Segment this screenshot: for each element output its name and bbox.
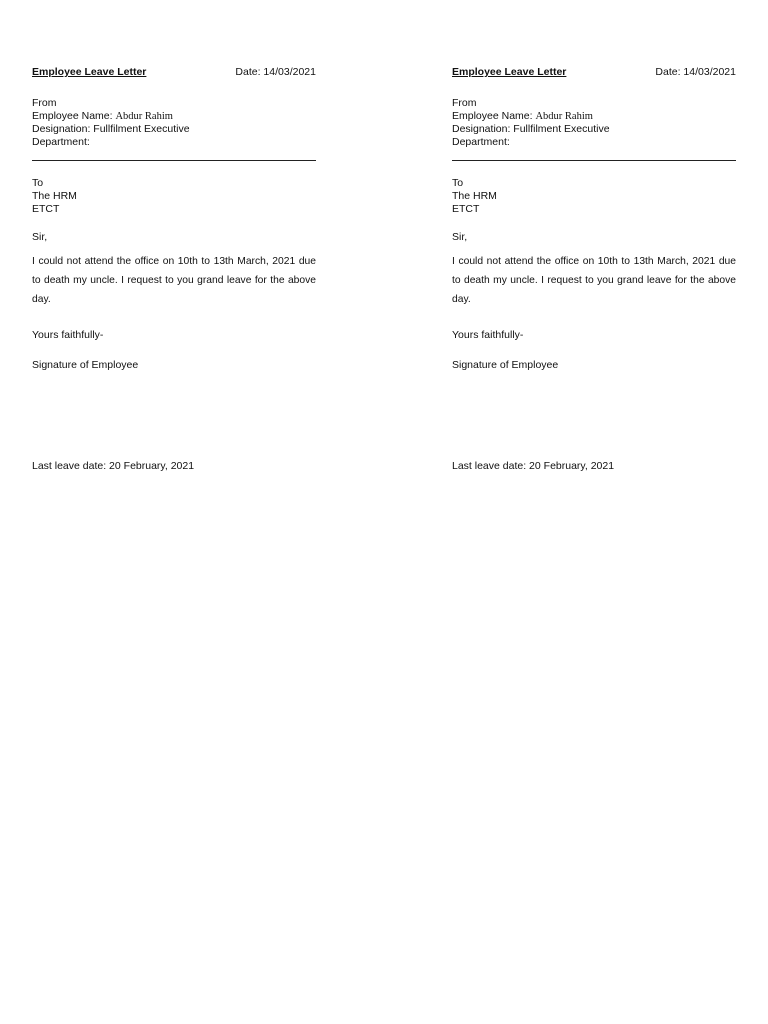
letter-date: Date: 14/03/2021 bbox=[235, 66, 316, 78]
designation-line: Designation: Fullfilment Executive bbox=[452, 123, 610, 135]
recipient-line-1: The HRM bbox=[32, 190, 77, 202]
divider-line bbox=[452, 160, 736, 161]
to-label: To bbox=[32, 177, 44, 189]
signature-line: Signature of Employee bbox=[32, 359, 139, 371]
department-line: Department: bbox=[452, 135, 510, 148]
letter-title: Employee Leave Letter bbox=[32, 66, 147, 78]
to-block bbox=[32, 177, 77, 216]
to-label: To bbox=[452, 177, 464, 189]
department-line: Department: bbox=[32, 135, 90, 148]
from-label: From bbox=[452, 97, 477, 109]
designation-line: Designation: Fullfilment Executive bbox=[32, 123, 190, 135]
salutation: Sir, bbox=[32, 231, 48, 243]
last-leave-date: Last leave date: 20 February, 2021 bbox=[452, 460, 615, 472]
leave-letter-left bbox=[32, 0, 316, 1024]
from-block bbox=[452, 97, 610, 148]
recipient-line-2: ETCT bbox=[452, 203, 480, 215]
letter-title: Employee Leave Letter bbox=[452, 66, 567, 78]
recipient-line-1: The HRM bbox=[452, 190, 497, 202]
employee-name: Abdur Rahim bbox=[115, 110, 173, 122]
letter-date: Date: 14/03/2021 bbox=[655, 66, 736, 78]
employee-name: Abdur Rahim bbox=[535, 110, 593, 122]
divider-line bbox=[32, 160, 316, 161]
salutation: Sir, bbox=[452, 231, 468, 243]
employee-name-line bbox=[452, 110, 610, 124]
signature-line: Signature of Employee bbox=[452, 359, 559, 371]
last-leave-date: Last leave date: 20 February, 2021 bbox=[32, 460, 195, 472]
employee-name-line bbox=[32, 110, 190, 124]
from-label: From bbox=[32, 97, 57, 109]
closing: Yours faithfully- bbox=[32, 329, 104, 341]
from-block bbox=[32, 97, 190, 148]
to-block bbox=[452, 177, 497, 216]
closing: Yours faithfully- bbox=[452, 329, 524, 341]
leave-letter-right bbox=[452, 0, 736, 1024]
employee-name-label: Employee Name: bbox=[452, 109, 536, 122]
letter-body: I could not attend the office on 10th to 13th March, 2021 due to death my uncle. I request to you grand leave for the above day. bbox=[452, 256, 736, 305]
recipient-line-2: ETCT bbox=[32, 203, 60, 215]
letter-body: I could not attend the office on 10th to 13th March, 2021 due to death my uncle. I request to you grand leave for the above day. bbox=[32, 256, 316, 305]
employee-name-label: Employee Name: bbox=[32, 109, 116, 122]
